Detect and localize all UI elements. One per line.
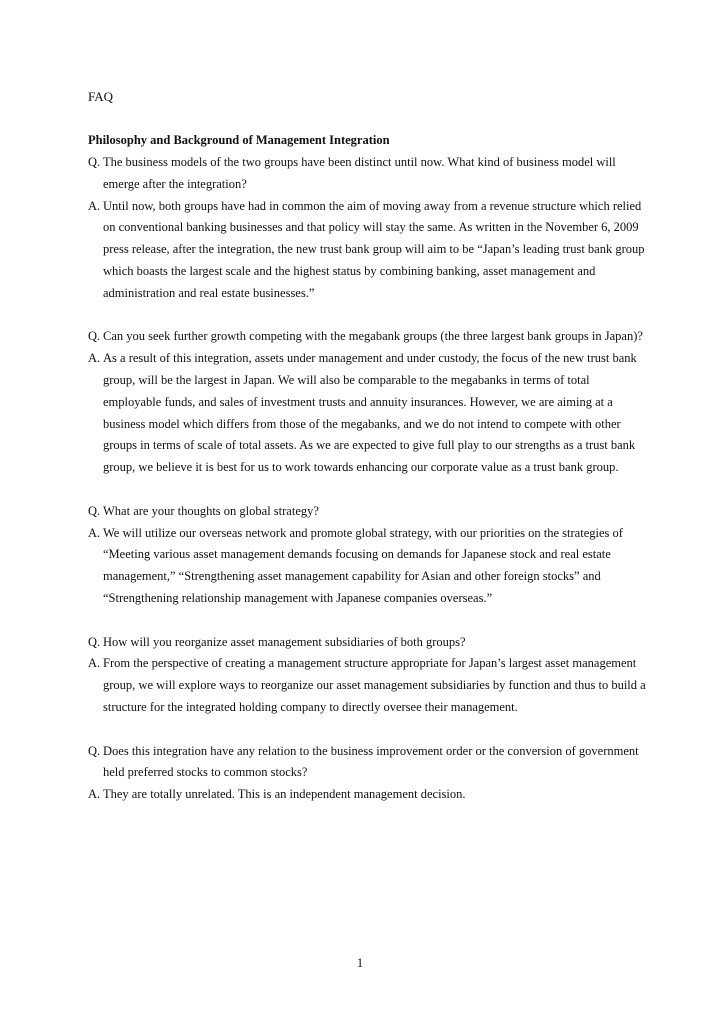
answer-row <box>88 523 648 610</box>
answer-marker: A. <box>88 787 101 802</box>
answer-marker: A. <box>88 198 101 213</box>
document-title: FAQ <box>88 89 114 104</box>
question-marker: Q. <box>88 743 101 758</box>
question-row <box>88 152 648 196</box>
answer-text: We will utilize our overseas network and promote global strategy, with our priorities on the strategies of “Meeting various asset management demands focusing on demands for Japanese stock and real estate management,” “Strengthening asset management capability for Asian and other foreign stocks” and “Strengthening relationship management with Japanese companies overseas.” <box>103 525 623 605</box>
answer-marker: A. <box>88 656 101 671</box>
answer-text: They are totally unrelated. This is an independent management decision. <box>103 787 466 802</box>
qa-item <box>88 501 648 610</box>
answer-row <box>88 196 648 305</box>
question-row <box>88 326 648 348</box>
qa-item <box>88 741 648 806</box>
question-marker: Q. <box>88 634 101 649</box>
question-row <box>88 632 648 654</box>
answer-row <box>88 784 648 806</box>
question-marker: Q. <box>88 329 101 344</box>
question-row <box>88 501 648 523</box>
answer-text: From the perspective of creating a management structure appropriate for Japan’s largest asset management group, we will explore ways to reorganize our asset management subsidiaries by function and thus to build a structure for the integrated holding company to directly oversee their management. <box>103 656 646 714</box>
question-marker: Q. <box>88 503 101 518</box>
answer-row <box>88 653 648 718</box>
question-text: What are your thoughts on global strategy? <box>103 503 319 518</box>
answer-text: As a result of this integration, assets under management and under custody, the focus of the new trust bank group, will be the largest in Japan. We will also be comparable to the megabanks in terms of total employable funds, and sales of investment trusts and annuity insurances. However, we are aiming at a business model which differs from those of the megabanks, and we do not intend to compete with other groups in terms of scale of total assets. As we are expected to give full play to our strengths as a trust bank group, we believe it is best for us to work towards enhancing our corporate value as a trust bank group. <box>103 351 637 475</box>
section-heading: Philosophy and Background of Management Integration <box>88 133 390 147</box>
answer-marker: A. <box>88 525 101 540</box>
question-text: Does this integration have any relation to the business improvement order or the conversion of government held preferred stocks to common stocks? <box>103 743 639 780</box>
question-text: How will you reorganize asset management subsidiaries of both groups? <box>103 634 466 649</box>
question-row <box>88 741 648 785</box>
answer-row <box>88 348 648 479</box>
question-text: The business models of the two groups have been distinct until now. What kind of business model will emerge after the integration? <box>103 155 616 191</box>
question-marker: Q. <box>88 155 101 169</box>
qa-item <box>88 326 648 479</box>
question-text: Can you seek further growth competing with the megabank groups (the three largest bank groups in Japan)? <box>103 329 643 344</box>
qa-list <box>88 152 648 828</box>
qa-item <box>88 632 648 719</box>
qa-item <box>88 152 648 305</box>
answer-text: Until now, both groups have had in common the aim of moving away from a revenue structure which relied on conventional banking businesses and that policy will stay the same. As written in the November 6, 2009 press release, after the integration, the new trust bank group will aim to be “Japan’s leading trust bank group which boasts the largest scale and the highest status by combining banking, asset management and administration and real estate businesses.” <box>103 198 645 300</box>
page-number: 1 <box>356 956 364 970</box>
answer-marker: A. <box>88 351 101 366</box>
